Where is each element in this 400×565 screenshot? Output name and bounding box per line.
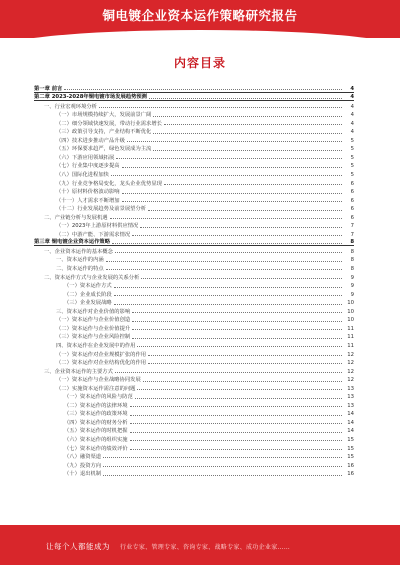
- toc-entry[interactable]: [34, 135, 354, 144]
- toc-entry[interactable]: [34, 383, 354, 392]
- toc-entry-page: 4: [350, 120, 354, 127]
- footer-tagline: 行业专家、管理专家、咨询专家、战略专家、成功企业家……: [120, 544, 291, 551]
- toc-entry[interactable]: [34, 289, 354, 298]
- toc-leader-dots: [148, 363, 342, 364]
- toc-entry[interactable]: [34, 340, 354, 349]
- toc-entry-title: （十）原材料价格波动影响: [56, 189, 120, 196]
- toc-leader-dots: [132, 235, 342, 236]
- toc-entry[interactable]: [34, 127, 354, 136]
- toc-entry-title: 三、企业资本运作的主要方式: [44, 368, 113, 375]
- toc-entry-title: 第二章 2023-2028年铜电镀市场发展趋势预测: [34, 94, 147, 101]
- toc-entry[interactable]: [34, 443, 354, 452]
- page-footer: [0, 525, 400, 565]
- toc-entry[interactable]: [34, 392, 354, 401]
- toc-leader-dots: [130, 406, 342, 407]
- toc-entry-title: （三）资本运作与企业风险控制: [56, 334, 131, 341]
- toc-entry-page: 8: [350, 239, 354, 246]
- toc-entry[interactable]: [34, 460, 354, 469]
- toc-entry-page: 15: [347, 445, 354, 452]
- toc-entry[interactable]: [34, 93, 354, 102]
- toc-entry[interactable]: [34, 169, 354, 178]
- toc-entry-title: （二）细分领域快速发展，带动行业需求增长: [56, 120, 162, 127]
- toc-entry-title: （一）资本运作与企业价值创造: [56, 317, 131, 324]
- toc-leader-dots: [106, 261, 342, 262]
- toc-entry-title: （六）下游应用领域拓展: [56, 154, 115, 161]
- toc-entry[interactable]: [34, 366, 354, 375]
- toc-leader-dots: [130, 432, 342, 433]
- toc-entry-page: 9: [350, 274, 354, 281]
- toc-entry-page: 9: [350, 283, 354, 290]
- toc-entry-title: （八）融资渠道: [64, 454, 102, 461]
- toc-leader-dots: [111, 175, 342, 176]
- toc-entry-title: 二、产业链分析与发展机遇: [44, 214, 108, 221]
- toc-entry-page: 10: [347, 300, 354, 307]
- toc-entry-title: （九）行业竞争格局变化，龙头企业优势显现: [56, 180, 162, 187]
- toc-entry-page: 11: [347, 342, 354, 349]
- toc-leader-dots: [132, 329, 342, 330]
- toc-entry[interactable]: [34, 144, 354, 153]
- toc-entry[interactable]: [34, 238, 354, 247]
- toc-leader-dots: [141, 278, 342, 279]
- toc-entry-page: 12: [347, 368, 354, 375]
- toc-entry-title: （七）资本运作的绩效评价: [64, 445, 128, 452]
- toc-entry[interactable]: [34, 434, 354, 443]
- toc-entry[interactable]: [34, 469, 354, 478]
- toc-entry-title: （二）企业成长阶段: [64, 291, 112, 298]
- toc-entry-page: 11: [347, 334, 354, 341]
- toc-leader-dots: [153, 133, 342, 134]
- toc-entry[interactable]: [34, 298, 354, 307]
- toc-leader-dots: [164, 184, 342, 185]
- footer-slogan: 让每个人都能成为: [46, 542, 110, 551]
- toc-entry-title: （六）资本运作的组织实施: [64, 436, 128, 443]
- toc-entry-page: 10: [347, 308, 354, 315]
- toc-entry-title: （七）行业集中度逐步提高: [56, 163, 120, 170]
- toc-entry-title: 一、行业宏观环境分析: [44, 103, 97, 110]
- toc-leader-dots: [137, 389, 342, 390]
- toc-leader-dots: [153, 150, 342, 151]
- toc-entry-page: 4: [350, 103, 354, 110]
- toc-entry[interactable]: [34, 400, 354, 409]
- toc-leader-dots: [130, 415, 342, 416]
- toc-entry-title: 二、资本运作方式与企业发展的关系分析: [44, 274, 140, 281]
- toc-entry-page: 14: [347, 419, 354, 426]
- toc-entry-title: 一、企业资本运作的基本概念: [44, 248, 113, 255]
- toc-leader-dots: [112, 243, 342, 244]
- toc-entry-title: 二、资本运作的特点: [56, 266, 104, 273]
- toc-entry-page: 16: [347, 471, 354, 478]
- toc-entry-title: 第三章 铜电镀企业资本运作策略: [34, 239, 111, 246]
- toc-leader-dots: [122, 201, 342, 202]
- toc-entry[interactable]: [34, 358, 354, 367]
- toc-entry-page: 14: [347, 411, 354, 418]
- toc-leader-dots: [135, 398, 342, 399]
- toc-leader-dots: [164, 124, 342, 125]
- toc-entry-page: 5: [350, 163, 354, 170]
- toc-entry[interactable]: [34, 178, 354, 187]
- toc-entry-page: 4: [350, 112, 354, 119]
- toc-entry-page: 5: [350, 172, 354, 179]
- toc-entry-title: （十二）行业发展趋势及前景展望分析: [56, 206, 147, 213]
- toc-entry[interactable]: [34, 152, 354, 161]
- toc-entry-page: 12: [347, 360, 354, 367]
- toc-leader-dots: [64, 89, 342, 90]
- toc-entry-title: （一）资本运作与企业战略协同发展: [56, 377, 141, 384]
- toc-entry[interactable]: [34, 255, 354, 264]
- toc-entry-title: （二）中游产能、下游需求情况: [56, 231, 131, 238]
- toc-entry[interactable]: [34, 221, 354, 230]
- toc-leader-dots: [103, 475, 342, 476]
- toc-entry-title: （二）资本运作对企业结构优化的作用: [56, 360, 147, 367]
- toc-leader-dots: [149, 98, 342, 99]
- toc-entry[interactable]: [34, 118, 354, 127]
- toc-leader-dots: [130, 449, 342, 450]
- toc-entry-title: （二）资本运作与企业价值提升: [56, 325, 131, 332]
- toc-entry-title: （十一）人才需求不断增加: [56, 197, 120, 204]
- toc-entry-page: 6: [350, 189, 354, 196]
- toc-entry[interactable]: [34, 281, 354, 290]
- toc-leader-dots: [153, 116, 342, 117]
- toc-entry-page: 6: [350, 197, 354, 204]
- toc-entry-title: （一）资本运作对企业规模扩张的作用: [56, 351, 147, 358]
- toc-entry-page: 15: [347, 454, 354, 461]
- toc-entry-page: 12: [347, 377, 354, 384]
- toc-entry-page: 8: [350, 266, 354, 273]
- toc-entry[interactable]: [34, 110, 354, 119]
- toc-entry-page: 16: [347, 462, 354, 469]
- toc-leader-dots: [110, 218, 342, 219]
- toc-entry-page: 5: [350, 146, 354, 153]
- toc-entry-page: 7: [350, 223, 354, 230]
- toc-entry-page: 10: [347, 317, 354, 324]
- toc-leader-dots: [148, 210, 342, 211]
- toc-entry[interactable]: [34, 409, 354, 418]
- toc-entry-page: 8: [350, 248, 354, 255]
- toc-entry[interactable]: [34, 349, 354, 358]
- toc-entry-page: 9: [350, 291, 354, 298]
- toc-entry-page: 5: [350, 137, 354, 144]
- toc-entry[interactable]: [34, 246, 354, 255]
- toc-entry-page: 8: [350, 257, 354, 264]
- toc-leader-dots: [115, 372, 342, 373]
- toc-entry-title: （五）环保要求趋严，绿色发展成为主流: [56, 146, 152, 153]
- toc-leader-dots: [116, 158, 342, 159]
- toc-entry-title: 一、资本运作的内涵: [56, 257, 104, 264]
- toc-leader-dots: [130, 423, 342, 424]
- toc-leader-dots: [148, 355, 342, 356]
- toc-entry[interactable]: [34, 315, 354, 324]
- toc-leader-dots: [114, 304, 342, 305]
- toc-leader-dots: [127, 141, 342, 142]
- toc-entry-page: 12: [347, 351, 354, 358]
- toc-leader-dots: [132, 338, 342, 339]
- toc-entry-title: （一）资本运作方式: [64, 283, 112, 290]
- toc-entry-page: 15: [347, 436, 354, 443]
- toc-entry-page: 14: [347, 428, 354, 435]
- toc-entry[interactable]: [34, 263, 354, 272]
- toc-entry-page: 4: [350, 129, 354, 136]
- toc-entry-title: （一）市场规模持续扩大，发展前景广阔: [56, 112, 152, 119]
- toc-entry[interactable]: [34, 323, 354, 332]
- toc-entry-page: 11: [347, 325, 354, 332]
- toc-leader-dots: [140, 227, 342, 228]
- toc-entry[interactable]: [34, 426, 354, 435]
- toc-entry[interactable]: [34, 452, 354, 461]
- toc-entry-title: （三）政策引导支持，产业结构不断优化: [56, 129, 152, 136]
- toc-entry-page: 4: [350, 94, 354, 101]
- toc-entry-title: （二）实施资本运作需注意的问题: [56, 385, 136, 392]
- toc-entry-page: 13: [347, 394, 354, 401]
- toc-entry-title: （三）企业发展战略: [64, 300, 112, 307]
- toc-entry-title: （五）资本运作的时机把握: [64, 428, 128, 435]
- toc-entry[interactable]: [34, 272, 354, 281]
- toc-entry-page: 5: [350, 154, 354, 161]
- toc-leader-dots: [103, 457, 342, 458]
- toc-leader-dots: [143, 381, 342, 382]
- toc-leader-dots: [103, 466, 342, 467]
- toc-heading: 内容目录: [173, 56, 226, 70]
- toc-leader-dots: [132, 312, 342, 313]
- toc-entry-page: 6: [350, 214, 354, 221]
- toc-leader-dots: [114, 295, 342, 296]
- table-of-contents: [34, 84, 354, 477]
- toc-entry[interactable]: [34, 187, 354, 196]
- toc-entry-page: 7: [350, 231, 354, 238]
- header-curve: [0, 30, 400, 48]
- toc-entry-title: （一）2023年上游原材料供应情况: [56, 223, 139, 230]
- toc-entry[interactable]: [34, 332, 354, 341]
- toc-leader-dots: [137, 346, 342, 347]
- toc-entry[interactable]: [34, 101, 354, 110]
- toc-leader-dots: [99, 107, 342, 108]
- toc-entry[interactable]: [34, 204, 354, 213]
- toc-entry-title: （二）资本运作的法律环境: [64, 402, 128, 409]
- toc-entry[interactable]: [34, 195, 354, 204]
- toc-entry-page: 6: [350, 206, 354, 213]
- toc-entry-title: 四、资本运作在企业发展中的作用: [56, 342, 136, 349]
- toc-entry-title: 三、资本运作对企业价值的影响: [56, 308, 131, 315]
- toc-entry-page: 4: [350, 85, 354, 92]
- toc-entry[interactable]: [34, 161, 354, 170]
- toc-entry-title: （九）投资方向: [64, 462, 102, 469]
- toc-entry-title: （十）退出机制: [64, 471, 102, 478]
- toc-leader-dots: [122, 193, 342, 194]
- toc-entry-page: 13: [347, 402, 354, 409]
- toc-entry-title: （八）国际化进程加快: [56, 172, 109, 179]
- toc-leader-dots: [122, 167, 342, 168]
- toc-leader-dots: [115, 252, 342, 253]
- toc-entry[interactable]: [34, 375, 354, 384]
- toc-leader-dots: [130, 440, 342, 441]
- toc-entry-title: （三）资本运作的政策环境: [64, 411, 128, 418]
- toc-leader-dots: [132, 321, 342, 322]
- toc-entry-title: （四）技术进步推动产品升级: [56, 137, 125, 144]
- toc-entry-title: （一）资本运作的风险与防范: [64, 394, 133, 401]
- toc-entry[interactable]: [34, 212, 354, 221]
- toc-entry-page: 6: [350, 180, 354, 187]
- toc-entry-page: 13: [347, 385, 354, 392]
- page-header: [0, 0, 400, 38]
- toc-entry[interactable]: [34, 417, 354, 426]
- toc-entry[interactable]: [34, 306, 354, 315]
- toc-leader-dots: [114, 287, 342, 288]
- report-title: 铜电镀企业资本运作策略研究报告: [102, 8, 298, 23]
- toc-entry-title: （四）资本运作的财务分析: [64, 419, 128, 426]
- toc-leader-dots: [106, 269, 342, 270]
- toc-entry-title: 第一章 前言: [34, 85, 63, 92]
